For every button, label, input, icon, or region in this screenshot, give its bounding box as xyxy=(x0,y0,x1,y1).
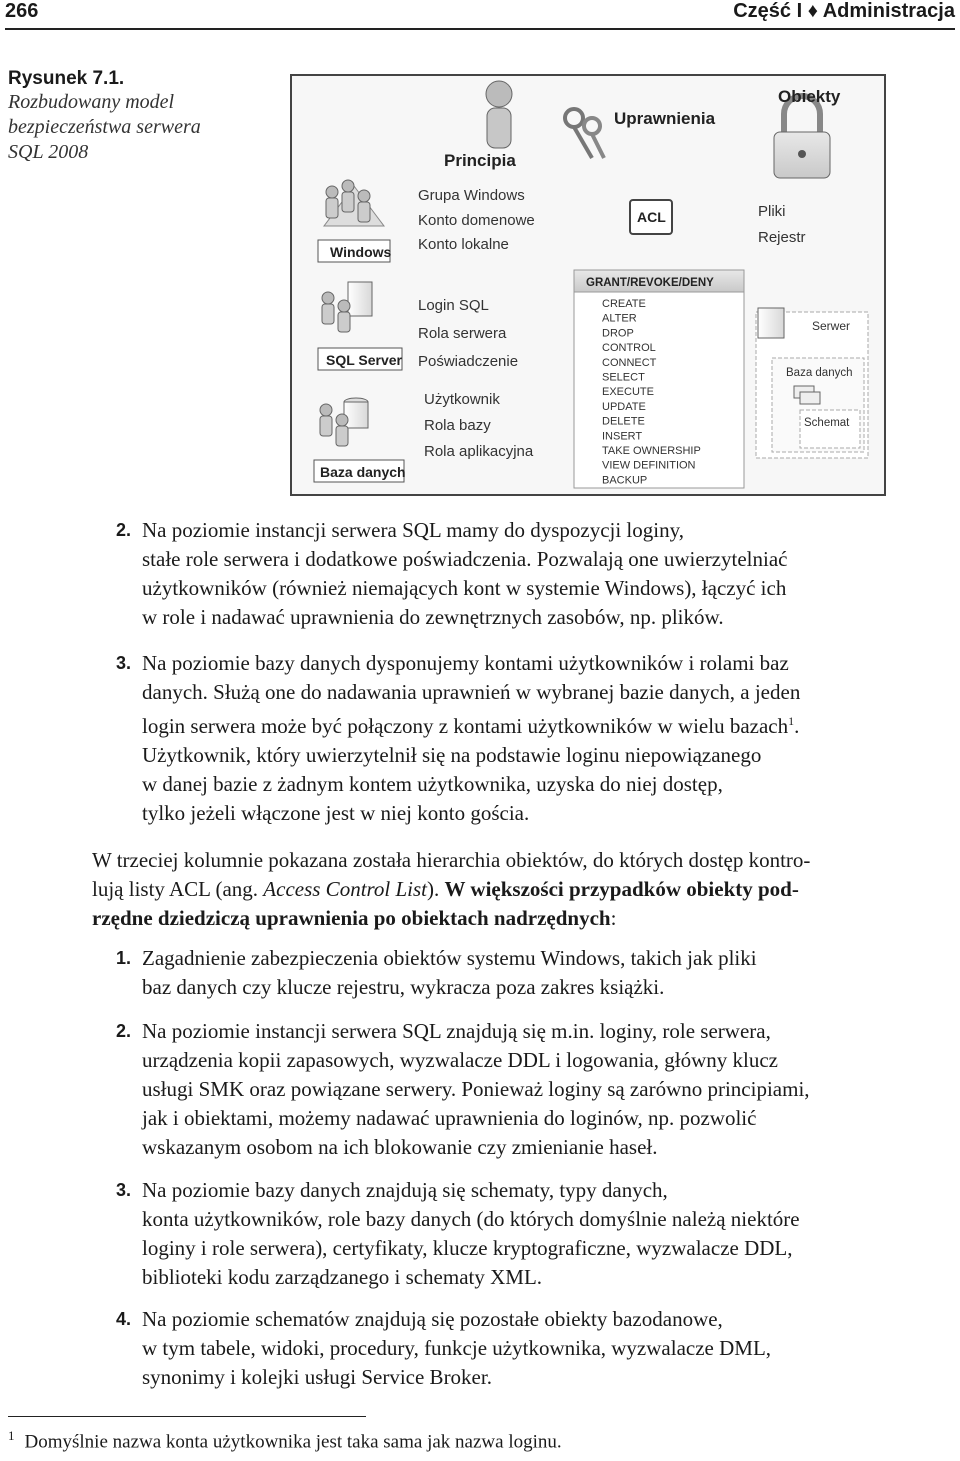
text-line: stałe role serwera i dodatkowe poświadczenia. Pozwalają one uwierzytelniać xyxy=(142,547,788,571)
permission-item: TAKE OWNERSHIP xyxy=(602,445,701,457)
permission-item: UPDATE xyxy=(602,400,646,413)
text-line: rzędne dziedziczą uprawnienia po obiektach nadrzędnych: xyxy=(92,906,617,930)
serwer-label: Serwer xyxy=(812,319,851,333)
text-line: konta użytkowników, role bazy danych (do których domyślnie należą niektóre xyxy=(142,1207,800,1231)
footnote: $^1$ Domyślnie nazwa konta użytkownika jest taka sama jak nazwa loginu. xyxy=(8,1428,562,1453)
schemat-label: Schemat xyxy=(804,417,850,429)
text-line: w tym tabele, widoki, procedury, funkcje użytkownika, wyzwalacze DML, xyxy=(142,1336,772,1360)
server-icon xyxy=(758,308,784,338)
text-line: danych. Służą one do nadawania uprawnień w wybranej bazie danych, a jeden xyxy=(142,680,801,704)
objects-windows-item: Pliki xyxy=(758,203,786,220)
figure-caption-text: Rozbudowany model bezpieczeństwa serwera SQL 2008 xyxy=(8,91,201,163)
windows-item: Konto domenowe xyxy=(418,212,535,229)
figure-label: Rysunek 7.1. xyxy=(8,68,125,89)
list-item xyxy=(116,1176,916,1292)
principia-person-icon xyxy=(486,81,512,148)
list-number: 3. xyxy=(116,1180,132,1200)
padlock-icon xyxy=(774,96,830,178)
text-line: synonimy i kolejki usługi Service Broker. xyxy=(142,1365,492,1389)
text-line: Na poziomie schematów znajdują się pozostałe obiekty bazodanowe, xyxy=(142,1307,723,1331)
baza-danych-label: Baza danych xyxy=(786,367,853,379)
list-item xyxy=(116,649,916,828)
list-number: 4. xyxy=(116,1309,132,1329)
page-number: 266 xyxy=(5,0,39,22)
database-group-icon xyxy=(320,398,368,446)
text-line: tylko jeżeli włączone jest w niej konto gościa. xyxy=(142,801,530,825)
uprawnienia-heading: Uprawnienia xyxy=(614,109,716,128)
section-title: Część I ♦ Administracja xyxy=(733,0,955,22)
text-line: Na poziomie instancji serwera SQL znajdują się m.in. loginy, role serwera, xyxy=(142,1019,771,1043)
text-line: W trzeciej kolumnie pokazana została hierarchia obiektów, do których dostęp kontro- xyxy=(92,848,811,872)
text-line: Użytkownik, który uwierzytelnił się na podstawie loginu niepowiązanego xyxy=(142,743,762,767)
server-hierarchy xyxy=(756,308,868,458)
list-item xyxy=(116,516,916,632)
permission-item: DELETE xyxy=(602,415,645,428)
text-line: Na poziomie bazy danych znajdują się schematy, typy danych, xyxy=(142,1178,668,1202)
obiekty-heading: Obiekty xyxy=(778,87,841,106)
windows-label: Windows xyxy=(330,244,392,260)
body-paragraph xyxy=(92,846,954,933)
permission-item: EXECUTE xyxy=(602,386,654,399)
text-line: Zagadnienie zabezpieczenia obiektów systemu Windows, takich jak pliki xyxy=(142,946,757,970)
grant-header: GRANT/REVOKE/DENY xyxy=(586,277,714,289)
text-line: wskazanym osobom na ich blokowanie czy zmienianie haseł. xyxy=(142,1135,658,1159)
text-line: Na poziomie bazy danych dysponujemy kontami użytkowników i rolami baz xyxy=(142,651,789,675)
footnote-ref[interactable]: 1 xyxy=(788,714,795,728)
baza-item: Rola aplikacyjna xyxy=(424,443,534,460)
sqlserver-label: SQL Server xyxy=(326,352,403,368)
list-item xyxy=(116,1017,916,1162)
sqlserver-item: Poświadczenie xyxy=(418,353,519,370)
text-line: w role i nadawać uprawnienia do zewnętrznych zasobów, np. plików. xyxy=(142,605,724,629)
text-line: lują listy ACL (ang. Access Control List). W większości przypadków obiekty pod- xyxy=(92,877,799,901)
text-line: jak i obiektami, możemy nadawać uprawnienia do loginów, np. pozwolić xyxy=(142,1106,757,1130)
text-line: urządzenia kopii zapasowych, wyzwalacze DDL i logowania, główny klucz xyxy=(142,1048,778,1072)
sqlserver-item: Rola serwera xyxy=(418,325,507,342)
permission-item: ALTER xyxy=(602,312,637,325)
baza-label: Baza danych xyxy=(320,464,406,480)
sqlserver-group-icon xyxy=(322,282,372,332)
text-line: usługi SMK oraz powiązane serwery. Ponieważ loginy są zarówno principiami, xyxy=(142,1077,810,1101)
keys-icon xyxy=(565,109,604,158)
windows-item: Grupa Windows xyxy=(418,187,525,204)
objects-windows-item: Rejestr xyxy=(758,229,806,246)
list-item xyxy=(116,1305,916,1392)
text-line: w danej bazie z żadnym kontem użytkownika, uzyska do niej dostęp, xyxy=(142,772,723,796)
text-line: loginy i role serwera), certyfikaty, klucze kryptograficzne, wyzwalacze DDL, xyxy=(142,1236,793,1260)
text-line: biblioteki kodu zarządzanego i schematy XML. xyxy=(142,1265,543,1289)
text-line: Na poziomie instancji serwera SQL mamy do dyspozycji loginy, xyxy=(142,518,684,542)
permission-item: CONNECT xyxy=(602,356,657,369)
permission-item: SELECT xyxy=(602,371,645,384)
page-header xyxy=(5,0,955,26)
windows-item: Konto lokalne xyxy=(418,236,509,253)
principia-heading: Principia xyxy=(444,151,516,170)
list-item xyxy=(116,944,916,1002)
acl-tag xyxy=(630,200,672,234)
svg-text:ACL: ACL xyxy=(637,209,666,225)
list-number: 1. xyxy=(116,948,132,968)
permission-item: BACKUP xyxy=(602,474,648,487)
permission-item: DROP xyxy=(602,327,634,340)
windows-group-icon xyxy=(324,180,384,226)
permission-item: CONTROL xyxy=(602,342,656,355)
permission-item: CREATE xyxy=(602,298,646,310)
baza-item: Rola bazy xyxy=(424,417,491,434)
text-line: użytkowników (również niemających kont w systemie Windows), łączyć ich xyxy=(142,576,787,600)
permission-item: INSERT xyxy=(602,430,643,443)
list-number: 2. xyxy=(116,520,132,540)
figure-caption xyxy=(8,68,238,165)
list-number: 2. xyxy=(116,1021,132,1041)
security-model-figure xyxy=(290,74,886,496)
baza-item: Użytkownik xyxy=(424,391,500,408)
footnote-rule xyxy=(8,1416,366,1417)
list-number: 3. xyxy=(116,653,132,673)
permission-item: VIEW DEFINITION xyxy=(602,459,696,472)
header-rule xyxy=(5,28,955,30)
sqlserver-item: Login SQL xyxy=(418,297,489,314)
text-line: login serwera może być połączony z kontami użytkowników w wielu bazach$^1$. xyxy=(142,714,800,738)
text-line: baz danych czy klucze rejestru, wykracza poza zakres książki. xyxy=(142,975,665,999)
